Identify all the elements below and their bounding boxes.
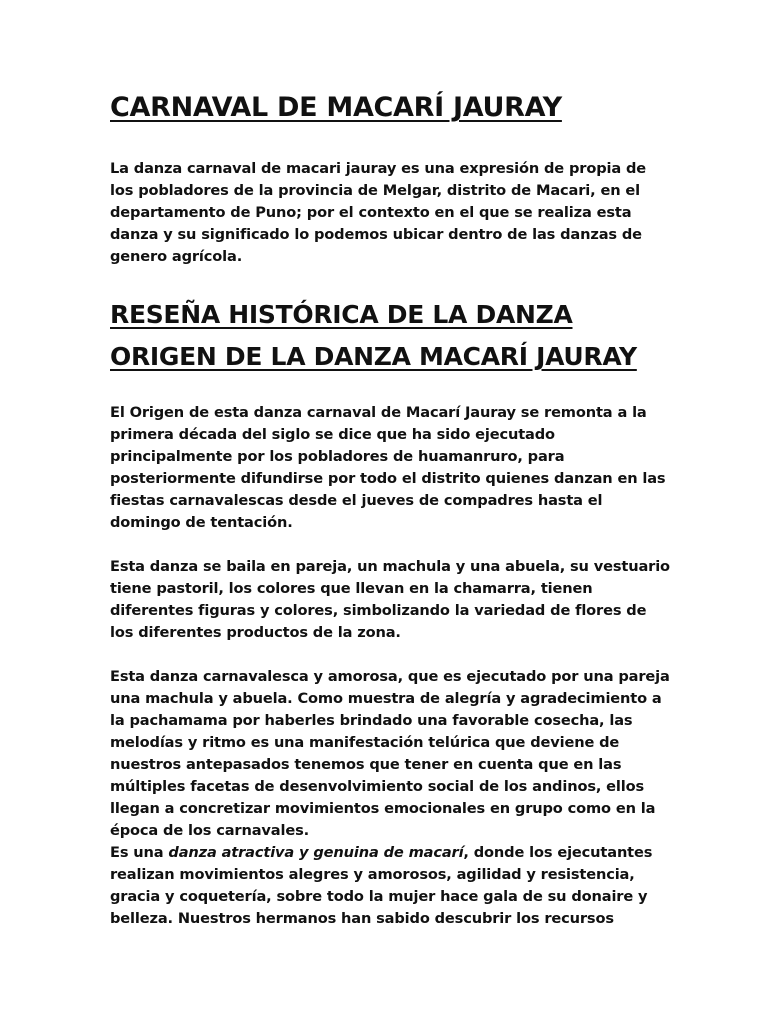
document-page [110,88,670,930]
dance-description-start: Es una [110,844,169,861]
carnival-paragraph: Esta danza carnavalesca y amorosa, que es ejecutado por una pareja una machula y abuela. Como muestra de alegría y agradecimiento a la pachamama por haberles brindado una favorable cosecha, las melodías y ritmo es una manifestación telúrica que deviene de nuestros antepasados tenemos que tener en cuenta que en las múltiples facetas de desenvolvimiento social de los andinos, ellos llegan a concretizar movimientos emocionales en grupo como en la época de los carnavales. [110,668,670,839]
section-heading-history: RESEÑA HISTÓRICA DE LA DANZA [110,300,573,329]
origin-paragraph: El Origen de esta danza carnaval de Macarí Jauray se remonta a la primera década del siglo se dice que ha sido ejecutado principalmente por los pobladores de huamanruro, para posteriormente difundirse por todo el distrito quienes danzan en las fiestas carnavalescas desde el jueves de compadres hasta el domingo de tentación. [110,404,666,531]
section-heading-block [110,294,670,378]
dance-description-paragraph [110,842,670,930]
intro-paragraph: La danza carnaval de macari jauray es una expresión de propia de los pobladores de la provincia de Melgar, distrito de Macari, en el departamento de Puno; por el contexto en el que se realiza esta danza y su significado lo podemos ubicar dentro de las danzas de genero agrícola. [110,160,647,265]
dance-description-emphasis: danza atractiva y genuina de macarí [168,844,464,861]
dance-description-end: , donde los ejecutantes realizan movimientos alegres y amorosos, agilidad y resistencia, gracia y coquetería, sobre todo la mujer hace gala de su donaire y belleza. Nuestros hermanos han sabido descubrir los recursos [110,844,653,927]
document-title: CARNAVAL DE MACARÍ JAURAY [110,92,562,123]
paragraph-spacer [110,644,670,666]
section-heading-origin: ORIGEN DE LA DANZA MACARÍ JAURAY [110,342,637,371]
costume-paragraph: Esta danza se baila en pareja, un machula y una abuela, su vestuario tiene pastoril, los colores que llevan en la chamarra, tienen diferentes figuras y colores, simbolizando la variedad de flores de los diferentes productos de la zona. [110,558,670,641]
paragraph-spacer [110,534,670,556]
